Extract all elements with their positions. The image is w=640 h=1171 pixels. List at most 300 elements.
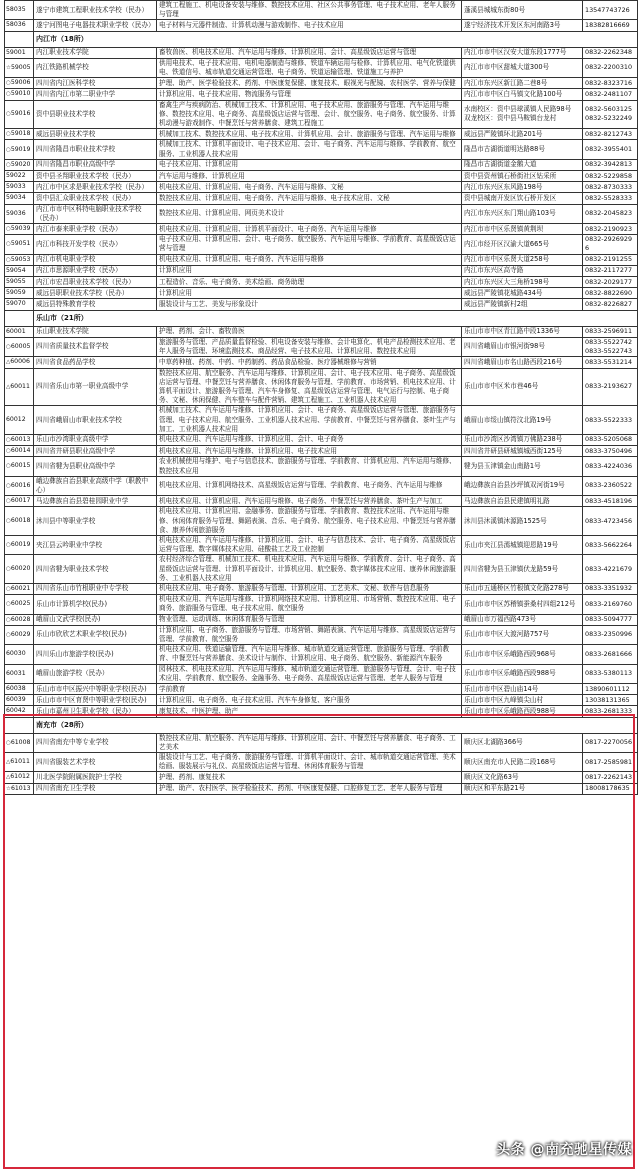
school-name: 威远县特殊教育学校	[34, 299, 157, 310]
school-name: 内江职业技术学院	[34, 47, 157, 58]
school-majors: 服装设计与工艺、电子商务、旅游服务与管理、计算机平面设计、会计、城市轨道交通运营管理、美术绘画、服装展示与礼仪、高星级饭店运营与管理、休闲体育服务与管理	[157, 753, 462, 772]
school-code-cell	[5, 406, 34, 435]
school-majors: 机械加工技术、计算机平面设计、电子技术应用、会计、电子商务、汽车运用与维修、学前教育、航空服务、工业机器人技术应用	[157, 140, 462, 159]
school-level-mark: ☆	[6, 64, 11, 71]
school-address: 乐山市市中区乐峨路西段988号	[462, 706, 583, 717]
school-row	[5, 265, 638, 276]
school-code: 60025	[10, 600, 31, 608]
school-code-cell	[5, 337, 34, 356]
school-name: 资中县职业技术学校	[34, 100, 157, 129]
school-code: 61012	[10, 773, 30, 781]
school-phone: 0833-5662264	[583, 535, 638, 554]
school-level-mark: ○	[6, 448, 11, 455]
school-name: 内江市科技开发学校（民办）	[34, 235, 157, 254]
school-level-mark: ○	[6, 601, 11, 608]
school-code: 58036	[6, 21, 26, 29]
school-code-cell	[5, 265, 34, 276]
school-phone: 0832-8323716	[583, 78, 638, 89]
school-address: 威远县严陵镇环北路201号	[462, 129, 583, 140]
school-code: 59051	[10, 240, 31, 248]
school-level-mark: ○	[6, 226, 11, 233]
school-code: 59036	[6, 209, 26, 217]
school-row	[5, 772, 638, 783]
school-code: 60021	[10, 584, 31, 592]
school-row	[5, 78, 638, 89]
school-address: 内江市经开区汉渝大道665号	[462, 235, 583, 254]
school-name: 四川省食品药品学校	[34, 357, 157, 368]
school-phone: 0832-8226827	[583, 299, 638, 310]
school-row	[5, 277, 638, 288]
school-name: 威远县职业技术学校	[34, 129, 157, 140]
school-majors: 畜禽生产与疾病防治、机械加工技术、计算机应用、电子技术应用、旅游服务与管理、汽车运用与维修、数控技术应用、电子商务、高星级饭店运营与管理、会计、航空服务、电子商务、航空服务、计算机动漫与游戏制作、中餐烹饪与营养膳食、建筑工程施工	[157, 100, 462, 129]
school-code-cell	[5, 159, 34, 170]
school-code-cell	[5, 89, 34, 100]
school-level-mark: ○	[6, 585, 11, 592]
school-level-mark: ○	[6, 111, 11, 118]
school-name: 内江市市中区科特电脑职业技术学校（民办）	[34, 204, 157, 223]
school-name: 川北医学院附属医院护士学校	[34, 772, 157, 783]
school-address: 马边彝族自治县民建镇明礼路	[462, 496, 583, 507]
school-name: 遂宁市建筑工程职业技术学校（民办）	[34, 1, 157, 20]
school-address: 犍为县玉津镇金山南路1号	[462, 457, 583, 476]
school-address: 隆昌市古湖街道金鹅大道	[462, 159, 583, 170]
school-name: 内江市中区求是职业技术学校（民办）	[34, 182, 157, 193]
school-address: 四川省井研县研城镇城西街125号	[462, 446, 583, 457]
school-address: 乐山市市中区乐峨路西段988号	[462, 664, 583, 683]
school-code-cell	[5, 684, 34, 695]
school-code: 59022	[6, 172, 26, 180]
school-phone: 0833-3750496	[583, 446, 638, 457]
school-row	[5, 140, 638, 159]
school-address: 乐山市市中区青江路中段1336号	[462, 326, 583, 337]
school-name: 四川省南充卫生学校	[34, 783, 157, 794]
school-majors: 供用电技术、电子技术应用、电机电器制造与维修、铁道车辆运用与检修、计算机应用、电气化铁道供电、铁道信号、城市轨道交通运营管理、电子商务、铁道运输管理、铁道施工与养护	[157, 58, 462, 77]
school-address: 顺庆区和平东路21号	[462, 783, 583, 794]
school-majors: 建筑工程施工、机电设备安装与维修、数控技术应用、社区公共事务管理、电子技术应用、老年人服务与管理	[157, 1, 462, 20]
school-row	[5, 89, 638, 100]
school-address: 内江市东兴区东风路198号	[462, 182, 583, 193]
school-row	[5, 326, 638, 337]
school-name: 资中县圣翔职业技术学校（民办）	[34, 171, 157, 182]
school-code: 60030	[6, 650, 26, 658]
school-phone: 0833-3351932	[583, 583, 638, 594]
school-code-cell	[5, 645, 34, 664]
school-code-cell	[5, 772, 34, 783]
school-name: 四川省井研县职业高级中学	[34, 446, 157, 457]
school-phone: 0832-8730333	[583, 182, 638, 193]
school-phone: 0832-2481107	[583, 89, 638, 100]
school-code-cell	[5, 583, 34, 594]
school-phone: 0832-8212743	[583, 129, 638, 140]
school-majors: 护理、药剂、会计、畜牧兽医	[157, 326, 462, 337]
school-code: 59016	[10, 110, 31, 118]
school-code-cell	[5, 555, 34, 584]
school-phone: 0833-4224036	[583, 457, 638, 476]
school-phone: 0832-8822690	[583, 288, 638, 299]
school-row	[5, 193, 638, 204]
school-row	[5, 733, 638, 752]
school-code: 60001	[6, 327, 26, 335]
school-address: 资中县城南开发区饮石桥开发区	[462, 193, 583, 204]
section-header	[5, 310, 638, 326]
school-name: 峨边彝族自治县职业高级中学（职教中心）	[34, 476, 157, 495]
school-code-cell	[5, 535, 34, 554]
school-address: 四川省峨眉山市银河街98号	[462, 337, 583, 356]
school-phone: 0833-2681333	[583, 706, 638, 717]
school-phone: 0832-3955401	[583, 140, 638, 159]
section-title: 南充市（28所）	[34, 717, 638, 733]
school-row	[5, 224, 638, 235]
section-title: 内江市（18所）	[34, 31, 638, 47]
school-address: 水南校区：资中县球溪镇人民路98号 双龙校区：资中县马鞍镇台龙村	[462, 100, 583, 129]
school-address: 内江市市中区乐贤镇黄荆坝	[462, 224, 583, 235]
school-row	[5, 47, 638, 58]
school-majors: 园林技术、机电技术应用、汽车运用与维修、城市轨道交通运营管理、旅游服务与管理、会计、电子技术应用、学前教育、航空服务、金融事务、电子商务、高星级饭店运营与管理、老年人服务与管理	[157, 664, 462, 683]
school-phone: 0833-2193627	[583, 368, 638, 406]
school-code-cell	[5, 496, 34, 507]
school-row	[5, 535, 638, 554]
school-code-cell	[5, 20, 34, 31]
school-majors: 护理、药剂、康复技术	[157, 772, 462, 783]
school-row	[5, 614, 638, 625]
school-code: 59070	[6, 300, 26, 308]
school-level-mark: ○	[6, 241, 11, 248]
school-name: 乐山市市中区振兴中等职业学校(民办)	[34, 684, 157, 695]
school-address: 乐山市夹江县漹城镇迎恩路19号	[462, 535, 583, 554]
school-address: 内江市市中区白马镇文化路100号	[462, 89, 583, 100]
school-code: 60006	[10, 358, 30, 366]
school-name: 沐川县中等职业学校	[34, 507, 157, 536]
school-name: 四川省乐山市竹根职业中专学校	[34, 583, 157, 594]
school-row	[5, 476, 638, 495]
school-code-cell	[5, 706, 34, 717]
school-phone: 0832-2191255	[583, 254, 638, 265]
school-level-mark: △	[6, 759, 11, 766]
school-majors: 机电技术应用、计算机应用、汽车运用与维修、电子商务、中餐烹饪与营养膳食、茶叶生产与加工	[157, 496, 462, 507]
school-row	[5, 496, 638, 507]
school-code: 59034	[6, 194, 26, 202]
school-majors: 机电技术应用、铁道运输管理、汽车运用与维修、城市轨道交通运营管理、旅游服务与管理、学前教育、中餐烹饪与营养膳食、美术设计与制作、计算机应用、电子商务、航空服务、新能源汽车服务	[157, 645, 462, 664]
school-code: 60014	[10, 447, 31, 455]
school-code: 60011	[10, 382, 30, 390]
school-majors: 机械加工技术、数控技术应用、电子技术应用、计算机应用、会计、旅游服务与管理、汽车运用与维修	[157, 129, 462, 140]
school-majors: 旅游服务与管理、产品质量监督检验、机电设备安装与维修、会计电算化、机电产品检测技术应用、老年人服务与管理、环境监测技术、商品经营、电子技术应用、计算机应用、数控技术应用	[157, 337, 462, 356]
school-row	[5, 446, 638, 457]
school-code-cell	[5, 783, 34, 794]
school-phone: 0833-5094777	[583, 614, 638, 625]
school-name: 遂宁河图电子电器技术职业学校（民办）	[34, 20, 157, 31]
school-phone: 0832-29269296	[583, 235, 638, 254]
school-name: 四川省犍为县职业高级中学	[34, 457, 157, 476]
section-code-cell	[5, 31, 34, 47]
school-address: 内江市东兴区东门翔山路103号	[462, 204, 583, 223]
section-code-cell	[5, 717, 34, 733]
school-code: 59006	[10, 79, 31, 87]
school-row	[5, 706, 638, 717]
school-row	[5, 20, 638, 31]
school-row	[5, 645, 638, 664]
school-address: 蓬溪县城城东街80号	[462, 1, 583, 20]
school-code-cell	[5, 288, 34, 299]
school-code-cell	[5, 277, 34, 288]
school-code: 60042	[6, 707, 26, 715]
school-code: 60018	[10, 517, 31, 525]
school-code: 61011	[10, 758, 30, 766]
school-address: 沐川县沐溪镇沐源路1525号	[462, 507, 583, 536]
school-code: 59059	[6, 289, 26, 297]
school-phone: 0832-2190923	[583, 224, 638, 235]
school-code-cell	[5, 129, 34, 140]
school-address: 乐山市五通桥区竹根镇文化路278号	[462, 583, 583, 594]
school-name: 乐山市市中区育贤中等职业学校(民办)	[34, 695, 157, 706]
school-phone: 0833-2169760	[583, 595, 638, 614]
school-table	[4, 0, 638, 795]
school-row	[5, 664, 638, 683]
school-code-cell	[5, 733, 34, 752]
school-level-mark: △	[6, 774, 11, 781]
school-code-cell	[5, 1, 34, 20]
school-code: 59018	[10, 130, 31, 138]
school-row	[5, 406, 638, 435]
school-code: 59054	[6, 266, 26, 274]
school-majors: 数控技术应用、航空服务、汽车运用与维修、计算机应用、会计、中餐烹饪与营养膳食、电子商务、工艺美术	[157, 733, 462, 752]
school-address: 乐山市市中区碧山庙14号	[462, 684, 583, 695]
school-address: 乐山市市中区大渡河路757号	[462, 625, 583, 644]
school-majors: 机械加工技术、汽车运用与维修、计算机应用、会计、电子商务、高星级饭店运营与管理、旅游服务与管理、电子技术应用、航空服务、工业机器人技术应用、学前教育、中餐烹饪与营养膳食、茶叶生产与加工、工业机器人技术应用	[157, 406, 462, 435]
school-level-mark: ○	[6, 146, 11, 153]
school-majors: 数控技术应用、航空服务、汽车运用与维修、计算机应用、会计、电子技术应用、电子商务、高星级饭店运营与管理、中餐烹饪与营养膳食、休闲体育服务与管理、学前教育、市场营销、机电技术应用、计算机平面设计、旅游服务与管理、汽车车身修复、高星级饭店运营与管理、电气运行与控制、电子商务、文秘、休闲保健、汽车整车与配件营销、建筑工程施工、工业机器人技术应用	[157, 368, 462, 406]
school-row	[5, 753, 638, 772]
school-row	[5, 159, 638, 170]
school-majors: 中草药种植、药剂、中药、中药制药、药品食品检验、医疗器械维修与营销	[157, 357, 462, 368]
school-code: 60017	[10, 497, 31, 505]
school-row	[5, 507, 638, 536]
school-majors: 机电技术应用、计算机应用、计算机平面设计、电子商务、汽车运用与维修	[157, 224, 462, 235]
school-code-cell	[5, 368, 34, 406]
school-code: 59053	[10, 255, 31, 263]
school-majors: 机电技术应用、计算机网络技术、高星级饭店运营与管理、学前教育、电子商务、汽车运用与维修	[157, 476, 462, 495]
school-address: 乐山市市中区九峰镇尖山村	[462, 695, 583, 706]
school-phone: 0833-5522333	[583, 406, 638, 435]
school-majors: 计算机应用、电子商务、旅游服务与管理、市场营销、舞蹈表演、汽车运用与维修、高星级饭店运营与管理、学前教育、航空服务	[157, 625, 462, 644]
school-name: 四川省乐山市第一职业高级中学	[34, 368, 157, 406]
school-phone: 0832-2045823	[583, 204, 638, 223]
school-code-cell	[5, 625, 34, 644]
school-majors: 机电技术应用、汽车运用与维修、计算机应用、会计、电子商务	[157, 434, 462, 445]
school-address: 资中县资州镇石桥街社区钻采所	[462, 171, 583, 182]
school-name: 峨眉山文武学校(民办)	[34, 614, 157, 625]
school-majors: 机电技术应用、汽车运用与维修、计算机应用、会计、电子与信息技术、会计、电子商务、高星级饭店运营与管理、数字媒体技术应用、硅酸盐工艺及工业控制	[157, 535, 462, 554]
school-level-mark: ○	[6, 498, 11, 505]
school-row	[5, 1, 638, 20]
school-majors: 电子材料与元器件制造、计算机动漫与游戏制作、电子技术应用	[157, 20, 462, 31]
school-code-cell	[5, 434, 34, 445]
school-majors: 机电技术应用、汽车运用与维修、计算机网络技术应用、计算机应用、市场营销、数控技术应用、电子商务、旅游服务与管理、电子技术应用、航空服务	[157, 595, 462, 614]
school-row	[5, 595, 638, 614]
school-address: 峨眉山市万福西路473号	[462, 614, 583, 625]
school-phone: 0817-2262143	[583, 772, 638, 783]
school-code: 60031	[6, 669, 26, 677]
school-code: 60038	[6, 685, 26, 692]
school-majors: 康复技术、中医护理、助产	[157, 706, 462, 717]
school-code: 60020	[10, 565, 31, 573]
school-address: 威远县严陵镇花城路434号	[462, 288, 583, 299]
school-majors: 数控技术应用、计算机应用、网页美术设计	[157, 204, 462, 223]
school-address: 内江市市中区汉安大道东段1777号	[462, 47, 583, 58]
school-address: 四川省峨眉山市名山路西段216号	[462, 357, 583, 368]
school-name: 乐山市计算机学校(民办)	[34, 595, 157, 614]
school-level-mark: ○	[6, 343, 11, 350]
school-row	[5, 129, 638, 140]
school-name: 乐山市欣欣艺术职业学校(民办)	[34, 625, 157, 644]
school-row	[5, 254, 638, 265]
school-name: 内江市宏昌职业技术学校（民办）	[34, 277, 157, 288]
school-address: 内江市东兴区高寺路	[462, 265, 583, 276]
school-row	[5, 695, 638, 706]
school-phone: 13038131365	[583, 695, 638, 706]
school-code: 61013	[10, 784, 31, 792]
school-address: 顺庆区文化路63号	[462, 772, 583, 783]
school-phone: 0817-2270056	[583, 733, 638, 752]
school-row	[5, 204, 638, 223]
school-code-cell	[5, 614, 34, 625]
school-majors: 物业管理、运动训练、休闲体育服务与管理	[157, 614, 462, 625]
section-header	[5, 31, 638, 47]
school-row	[5, 625, 638, 644]
school-address: 乐山市沙湾区沙湾镇万佛路238号	[462, 434, 583, 445]
school-code-cell	[5, 753, 34, 772]
school-address: 隆昌市古湖街道明达路88号	[462, 140, 583, 159]
school-level-mark: ○	[6, 566, 11, 573]
school-row	[5, 299, 638, 310]
school-code: 59033	[6, 183, 26, 191]
school-majors: 电子技术应用、计算机应用、会计、电子商务、航空服务、汽车运用与维修、学前教育、高星级饭店运营与管理	[157, 235, 462, 254]
school-majors: 农业机械使用与维护、电子与信息技术、旅游服务与管理、学前教育、计算机应用、汽车运用与维修、数控技术应用	[157, 457, 462, 476]
school-level-mark: ○	[6, 542, 11, 549]
school-name: 峨眉山旅游学校（民办）	[34, 664, 157, 683]
school-code-cell	[5, 507, 34, 536]
school-code-cell	[5, 446, 34, 457]
school-name: 四川省内江医科学校	[34, 78, 157, 89]
school-row	[5, 337, 638, 356]
school-phone: 0833-2360522	[583, 476, 638, 495]
school-majors: 计算机应用、电子商务、电子技术应用、汽车车身修复、客户服务	[157, 695, 462, 706]
school-row	[5, 58, 638, 77]
school-code: 59039	[10, 225, 31, 233]
school-level-mark: ○	[6, 91, 11, 98]
school-row	[5, 100, 638, 129]
school-code: 60015	[10, 462, 31, 470]
school-phone: 0833-2350996	[583, 625, 638, 644]
school-row	[5, 368, 638, 406]
school-majors: 电子技术应用、计算机应用	[157, 159, 462, 170]
school-phone: 0833-5522742 0833-5522743	[583, 337, 638, 356]
school-address: 威远县严陵镇新村2组	[462, 299, 583, 310]
school-row	[5, 457, 638, 476]
school-phone: 18008178635	[583, 783, 638, 794]
school-majors: 机电技术应用、汽车运用与维修、计算机应用、电子技术应用	[157, 446, 462, 457]
school-row	[5, 288, 638, 299]
school-phone: 0833-2681666	[583, 645, 638, 664]
school-name: 马边彝族自治县碧桂园职业中学	[34, 496, 157, 507]
school-code-cell	[5, 171, 34, 182]
school-address: 峨眉山市绥山镇符汶北路19号	[462, 406, 583, 435]
school-phone: 0833-5380113	[583, 664, 638, 683]
school-majors: 计算机应用	[157, 265, 462, 276]
school-code: 59005	[10, 63, 31, 71]
school-table-body	[5, 1, 638, 795]
school-code-cell	[5, 78, 34, 89]
school-name: 四川省峨眉山市职业技术学校	[34, 406, 157, 435]
school-address: 乐山市市中区苏稽镇蚕桑村四组212号	[462, 595, 583, 614]
section-title: 乐山市（21所）	[34, 310, 638, 326]
school-level-mark: ○	[6, 631, 11, 638]
school-phone: 0832-2200310	[583, 58, 638, 77]
school-name: 四川省服装艺术学校	[34, 753, 157, 772]
school-code-cell	[5, 664, 34, 683]
school-list-page	[4, 0, 636, 795]
school-name: 四川省质量技术监督学校	[34, 337, 157, 356]
school-level-mark: ○	[6, 161, 11, 168]
school-code: 58035	[6, 6, 26, 14]
school-majors: 机电技术应用、电子商务、旅游服务与管理、计算机应用、工艺美术、文秘、软件与信息服务	[157, 583, 462, 594]
school-level-mark: ○	[6, 436, 11, 443]
school-row	[5, 684, 638, 695]
school-address: 四川省犍为县玉津镇伏龙路59号	[462, 555, 583, 584]
school-code-cell	[5, 357, 34, 368]
school-name: 四川省隆昌市职业技术学校	[34, 140, 157, 159]
school-level-mark: ○	[6, 482, 11, 489]
school-phone: 0832-2117277	[583, 265, 638, 276]
school-code: 59055	[6, 278, 26, 286]
school-code-cell	[5, 224, 34, 235]
school-code-cell	[5, 182, 34, 193]
school-name: 乐山市沙湾职业高级中学	[34, 434, 157, 445]
school-name: 夹江县云吟职业中学校	[34, 535, 157, 554]
school-address: 内江市市中区甜城大道300号	[462, 58, 583, 77]
school-phone: 13547743726	[583, 1, 638, 20]
school-row	[5, 357, 638, 368]
school-code-cell	[5, 100, 34, 129]
school-code-cell	[5, 457, 34, 476]
school-row	[5, 783, 638, 794]
school-row	[5, 583, 638, 594]
school-code: 60013	[10, 435, 31, 443]
school-level-mark: △	[6, 359, 11, 366]
school-code-cell	[5, 58, 34, 77]
school-name: 四川乐山市旅游学校(民办)	[34, 645, 157, 664]
school-name: 威远县职职业技术学校（民办）	[34, 288, 157, 299]
school-phone: 0833-4723456	[583, 507, 638, 536]
school-code-cell	[5, 47, 34, 58]
school-code: 59020	[10, 160, 31, 168]
school-address: 峨边彝族自治县沙坪镇双河街19号	[462, 476, 583, 495]
school-code: 60016	[10, 481, 31, 489]
school-phone: 0832-2029177	[583, 277, 638, 288]
school-row	[5, 555, 638, 584]
school-name: 内江市机电职业学校	[34, 254, 157, 265]
school-phone: 0833-5205068	[583, 434, 638, 445]
school-row	[5, 182, 638, 193]
school-code: 59010	[10, 90, 31, 98]
school-level-mark: ○	[6, 739, 11, 746]
school-phone: 0832-5603125 0832-5232249	[583, 100, 638, 129]
school-code-cell	[5, 326, 34, 337]
school-name: 资中县汇众职业技术学校（民办）	[34, 193, 157, 204]
school-code: 60029	[10, 630, 31, 638]
school-phone: 0832-5229858	[583, 171, 638, 182]
school-address: 内江市东兴区大三角桥198号	[462, 277, 583, 288]
